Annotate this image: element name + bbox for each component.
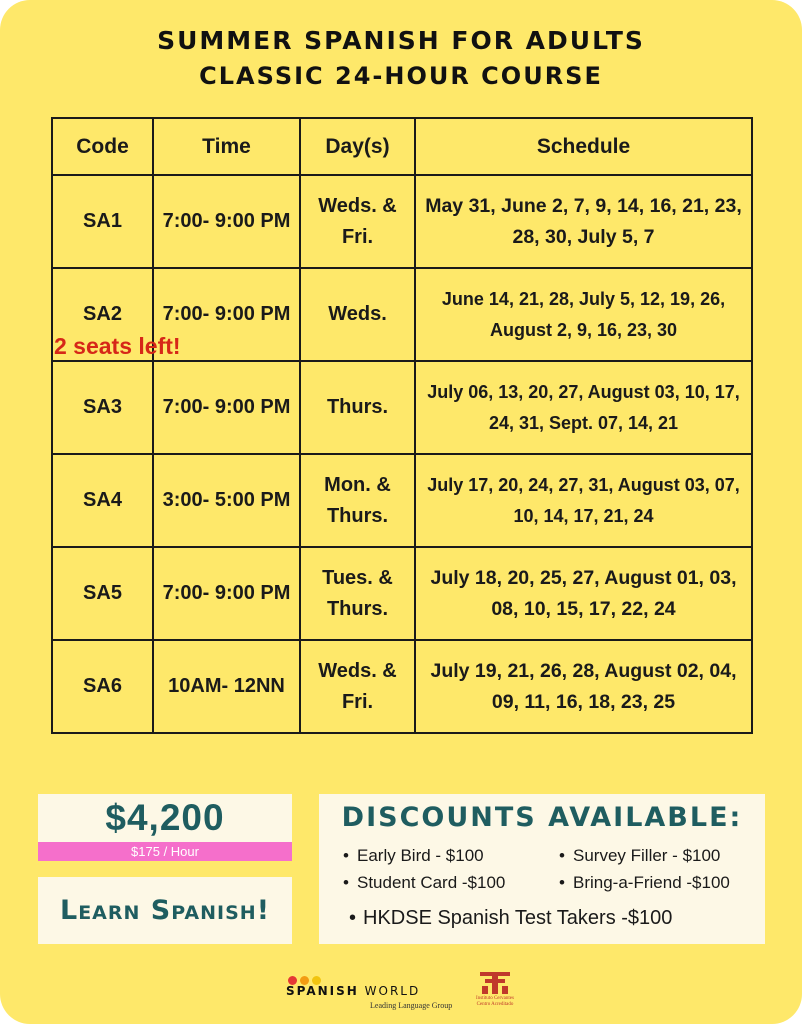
discount-item (343, 873, 505, 893)
cell-code: SA2 (52, 268, 153, 361)
partner-line1: Instituto Cervantes (476, 996, 514, 1001)
slogan: Learn Spanish! (59, 895, 271, 926)
cell-code: SA3 (52, 361, 153, 454)
brand-tagline: Leading Language Group (370, 1001, 453, 1010)
cell-days: Thurs. (300, 361, 415, 454)
spanish-world-logo (286, 968, 453, 1018)
cell-schedule: July 19, 21, 26, 28, August 02, 04, 09, 11, 16, 18, 23, 25 (415, 640, 752, 733)
bullet-icon: • (559, 873, 565, 892)
cell-code: SA5 (52, 547, 153, 640)
cervantes-logo (470, 970, 520, 1012)
cervantes-text (470, 996, 520, 1008)
bullet-icon: • (559, 846, 565, 865)
brand-name (286, 984, 420, 998)
discount-item (559, 873, 730, 893)
cell-code: SA4 (52, 454, 153, 547)
discounts-panel (319, 794, 765, 944)
page-subtitle: CLASSIC 24-HOUR COURSE (199, 62, 603, 90)
cell-time: 7:00- 9:00 PM (153, 175, 300, 268)
hourly-rate-bar: $175 / Hour (38, 842, 292, 861)
header-days: Day(s) (300, 118, 415, 175)
cell-time: 7:00- 9:00 PM (153, 547, 300, 640)
course-price: $4,200 (105, 797, 225, 838)
header-code: Code (52, 118, 153, 175)
price-panel (38, 794, 292, 861)
cell-schedule: July 06, 13, 20, 27, August 03, 10, 17, 24, 31, Sept. 07, 14, 21 (415, 361, 752, 454)
discount-label: Early Bird - $100 (357, 846, 484, 865)
cell-code: SA1 (52, 175, 153, 268)
cell-days: Weds. & Fri. (300, 175, 415, 268)
cervantes-logo-icon (470, 970, 520, 996)
cell-schedule: June 14, 21, 28, July 5, 12, 19, 26, August 2, 9, 16, 23, 30 (415, 268, 752, 361)
page-title: SUMMER SPANISH FOR ADULTS (157, 26, 645, 55)
slogan-panel (38, 877, 292, 944)
discount-label: HKDSE Spanish Test Takers -$100 (363, 907, 673, 929)
discount-item (559, 846, 720, 866)
discount-label: Student Card -$100 (357, 873, 506, 892)
table-row (52, 547, 752, 640)
discount-label: Survey Filler - $100 (573, 846, 721, 865)
brand-rest: WORLD (358, 984, 421, 998)
cell-days: Mon. & Thurs. (300, 454, 415, 547)
bullet-icon: • (343, 873, 349, 892)
brand-bold: SPANISH (286, 984, 359, 998)
table-row (52, 361, 752, 454)
schedule-table (51, 117, 753, 734)
cell-days: Weds. & Fri. (300, 640, 415, 733)
cell-code: SA6 (52, 640, 153, 733)
cell-time: 10AM- 12NN (153, 640, 300, 733)
table-row (52, 175, 752, 268)
header-schedule: Schedule (415, 118, 752, 175)
bullet-icon: • (343, 846, 349, 865)
cell-days: Tues. & Thurs. (300, 547, 415, 640)
cell-time: 7:00- 9:00 PM (153, 361, 300, 454)
discount-label: Bring-a-Friend -$100 (573, 873, 730, 892)
table-row (52, 454, 752, 547)
cell-time: 7:00- 9:00 PM (153, 268, 300, 361)
discount-item (349, 907, 672, 930)
table-row (52, 640, 752, 733)
header-time: Time (153, 118, 300, 175)
bullet-icon: • (349, 907, 357, 929)
discount-item (343, 846, 484, 866)
cell-schedule: May 31, June 2, 7, 9, 14, 16, 21, 23, 28, 30, July 5, 7 (415, 175, 752, 268)
seats-left-note: 2 seats left! (54, 333, 181, 359)
cell-days: Weds. (300, 268, 415, 361)
cell-schedule: July 18, 20, 25, 27, August 01, 03, 08, 10, 15, 17, 22, 24 (415, 547, 752, 640)
discounts-title: DISCOUNTS AVAILABLE: (341, 802, 743, 833)
table-header-row (52, 118, 752, 175)
cell-schedule: July 17, 20, 24, 27, 31, August 03, 07, 10, 14, 17, 21, 24 (415, 454, 752, 547)
cell-time: 3:00- 5:00 PM (153, 454, 300, 547)
partner-line2: Centro Acreditado (476, 1002, 514, 1007)
